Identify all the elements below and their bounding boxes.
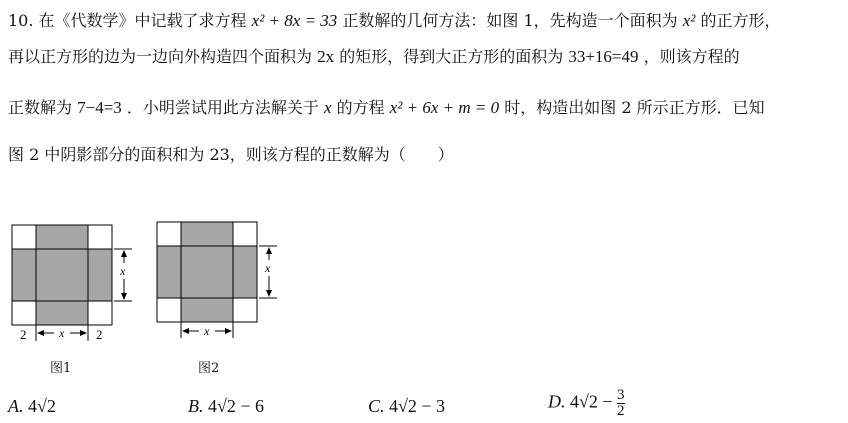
fig1-arrowhead-right — [80, 330, 87, 336]
fig2-dim-label-x: x — [265, 261, 271, 275]
fig1-arrowhead-down — [121, 293, 127, 300]
fig1-shade-center — [36, 249, 88, 301]
text-segment: 在《代数学》中记载了求方程 — [38, 11, 247, 30]
question-line-1 — [8, 8, 781, 31]
fig2-shade-right — [233, 246, 257, 298]
option-d-frac-num: 3 — [617, 387, 625, 403]
fig2-shade-left — [157, 246, 181, 298]
math-2x: 2x — [317, 47, 335, 66]
question-line-4 — [8, 142, 454, 165]
option-c[interactable] — [368, 396, 445, 417]
math-x: x — [324, 98, 332, 117]
text-segment: ，则该方程的 — [643, 47, 740, 66]
option-d[interactable] — [548, 388, 625, 419]
option-d-frac-den: 2 — [617, 403, 625, 419]
equation-1: x² + 8x = 33 — [251, 11, 338, 30]
question-number: 10. — [8, 11, 34, 30]
fig1-arrowhead-up — [121, 250, 127, 257]
option-b-label: B. — [188, 396, 204, 416]
fig1-bottom-label-2-left: 2 — [20, 327, 27, 342]
fig1-shade-bottom — [36, 301, 88, 325]
text-segment: 的方程 — [336, 98, 385, 117]
fig2-shade-bottom — [181, 298, 233, 322]
figure-1-caption: 图1 — [50, 361, 72, 376]
text-segment: 时，构造出如图 2 所示正方形．已知 — [504, 98, 765, 117]
fig1-bottom-label-2-right: 2 — [96, 327, 103, 342]
math-solution: 7−4=3 — [77, 98, 122, 117]
option-b[interactable] — [188, 396, 264, 417]
text-segment: 图 2 中阴影部分的面积和为 23，则该方程的正数解为（ ） — [8, 145, 454, 164]
option-d-value: 4√2 − — [570, 391, 613, 412]
math-x-squared: x² — [682, 11, 696, 30]
fig1-bottom-label-x: x — [59, 326, 65, 340]
option-c-label: C. — [368, 396, 385, 416]
fig1-dim-label-x: x — [120, 264, 126, 278]
fig2-arrowhead-left — [182, 328, 189, 334]
fig1-arrowhead-left — [37, 330, 44, 336]
option-a-label: A. — [8, 396, 24, 416]
text-segment: 的正方形， — [700, 11, 781, 30]
option-d-fraction — [617, 388, 625, 419]
fig2-shade-center — [181, 246, 233, 298]
option-a-value: 4√2 — [28, 396, 56, 416]
fig1-shade-right — [88, 249, 112, 301]
text-segment: 正数解为 — [8, 98, 73, 117]
question-line-2 — [8, 44, 740, 67]
fig2-shade-top — [181, 222, 233, 246]
option-b-value: 4√2 − 6 — [208, 396, 265, 416]
text-segment: 再以正方形的边为一边向外构造四个面积为 — [8, 47, 313, 66]
text-segment: 的矩形，得到大正方形的面积为 — [339, 47, 564, 66]
text-segment: ．小明尝试用此方法解关于 — [126, 98, 319, 117]
fig2-arrowhead-right — [225, 328, 232, 334]
text-segment: 正数解的几何方法：如图 1，先构造一个面积为 — [342, 11, 678, 30]
option-a[interactable] — [8, 396, 56, 417]
option-c-value: 4√2 − 3 — [389, 396, 446, 416]
equation-2: x² + 6x + m = 0 — [389, 98, 500, 117]
option-d-label: D. — [548, 391, 566, 412]
fig2-bottom-label-x: x — [204, 324, 210, 338]
fig1-shade-left — [12, 249, 36, 301]
fig1-shade-top — [36, 225, 88, 249]
figure-2-caption: 图2 — [198, 361, 220, 376]
math-area: 33+16=49 — [568, 47, 639, 66]
fig2-arrowhead-down — [266, 290, 272, 297]
question-line-3 — [8, 95, 765, 118]
fig2-arrowhead-up — [266, 247, 272, 254]
figure-2 — [145, 210, 295, 340]
figure-1 — [0, 215, 150, 345]
